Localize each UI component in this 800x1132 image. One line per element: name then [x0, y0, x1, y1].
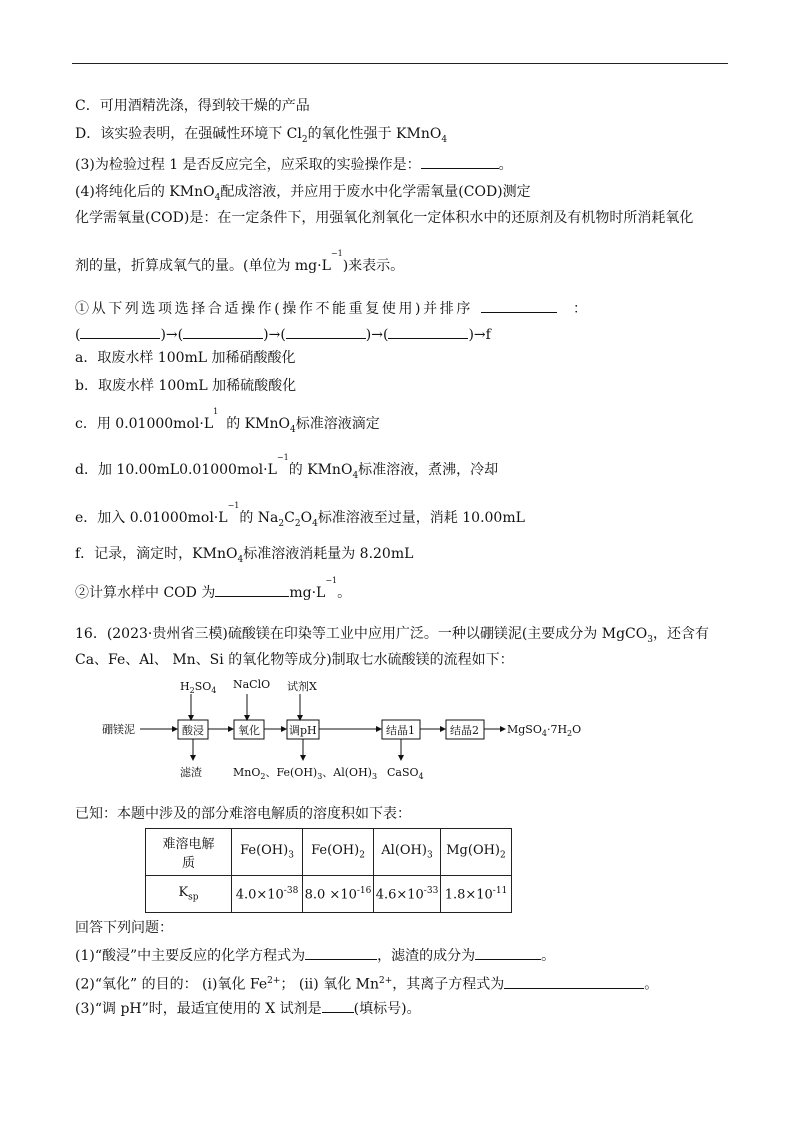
input-material: 硼镁泥 — [102, 723, 135, 736]
option-d: d．加 $10.00mL0.01000mol\cdot L^{-1}$的 KMnO$_4$标准溶液，煮沸，冷却 — [75, 453, 499, 481]
header-rule — [72, 63, 728, 64]
ksp-table — [145, 828, 512, 913]
waste-precipitates: MnO$_2$、$Fe(OH)_3$、$Al(OH)_3$ — [233, 766, 378, 781]
answer-3: (3)“调 pH”时，最适宜使用的 X 试剂是 (填标号)。 — [75, 998, 421, 1019]
answer-blank[interactable] — [421, 154, 499, 169]
answer-blank[interactable] — [80, 324, 160, 339]
step-crystallize-2-label: 结晶2 — [450, 724, 479, 737]
answer-intro: 回答下列问题： — [75, 920, 173, 936]
answer-blank[interactable] — [305, 945, 377, 960]
question-4: (4)将纯化后的 KMnO$_4$配成溶液，并应用于废水中化学需氧量(COD)测定 — [75, 184, 531, 203]
answer-1: (1)“酸浸”中主要反应的化学方程式为 ，滤渣的成分为 。 — [75, 945, 555, 966]
answer-blank[interactable] — [322, 998, 354, 1013]
calc-cod: ②计算水样中 COD 为 $mg\cdot L^{-1}$。 — [75, 576, 352, 601]
table-row-label: $K_{sp}$ — [146, 876, 232, 913]
product-label: $MgSO_4\cdot 7H_2O$ — [507, 723, 582, 738]
answer-blank[interactable] — [215, 582, 289, 597]
table-cell: $4.0\times 10^{-38}$ — [232, 876, 303, 913]
table-header-label: 难溶电解 质 — [146, 829, 232, 876]
table-col-header: $Mg(OH)_2$ — [441, 829, 512, 876]
select-instruction: ①从下列选项选择合适操作(操作不能重复使用)并排序 ： — [75, 298, 590, 319]
reagent-h2so4: $H_2SO_4$ — [180, 680, 217, 695]
known-intro: 已知：本题中涉及的部分难溶电解质的溶度积如下表： — [75, 806, 411, 822]
question-16-line2: Ca、Fe、Al、 Mn、Si 的氧化物等成分)制取七水硫酸镁的流程如下： — [75, 652, 514, 668]
table-cell: $4.6\times 10^{-33}$ — [374, 876, 441, 913]
table-col-header: $Fe(OH)_2$ — [303, 829, 374, 876]
option-c-line: C．可用酒精洗涤，得到较干燥的产品 — [75, 98, 310, 114]
step-oxidize-label: 氧化 — [238, 724, 260, 737]
process-flow-diagram — [100, 676, 600, 786]
answer-blank[interactable] — [286, 324, 366, 339]
answer-blank[interactable] — [481, 298, 557, 313]
waste-caso4: CaSO$_4$ — [387, 766, 424, 781]
option-b: b．取废水样 100mL 加稀硫酸酸化 — [75, 378, 297, 394]
answer-blank[interactable] — [475, 945, 541, 960]
step-adjust-ph-label: 调pH — [289, 724, 317, 737]
answer-2: (2)“氧化” 的目的： (i)氧化 $Fe^{2+}$； (ii) 氧化 $Mn^{2+}$，其离子方程式为 。 — [75, 971, 658, 995]
step-acid-leach-label: 酸浸 — [182, 724, 204, 737]
reagent-naclo: NaClO — [233, 678, 271, 691]
sequence-line: ( )→( )→( )→( )→f — [75, 324, 491, 345]
table-cell: $1.8\times 10^{-11}$ — [441, 876, 512, 913]
question-16: 16．(2023·贵州省三模)硫酸镁在印染等工业中应用广泛。一种以硼镁泥(主要成分为 MgCO$_3$，还含有 — [75, 626, 709, 645]
answer-blank[interactable] — [183, 324, 263, 339]
question-3: (3)为检验过程 1 是否反应完全，应采取的实验操作是： 。 — [75, 154, 513, 175]
answer-blank[interactable] — [388, 324, 468, 339]
option-a: a．取废水样 100mL 加稀硝酸酸化 — [75, 350, 296, 366]
waste-residue: 滤渣 — [180, 766, 202, 779]
step-crystallize-1-label: 结晶1 — [386, 724, 415, 737]
answer-blank[interactable] — [504, 974, 644, 989]
reagent-x: 试剂X — [287, 680, 317, 693]
table-col-header: $Fe(OH)_3$ — [232, 829, 303, 876]
option-e: e．加入 $0.01000mol\cdot L^{-1}$的 $Na_2C_2O_4$标准溶液至过量，消耗 10.00mL — [75, 501, 525, 529]
option-c: c．用 $0.01000mol\cdot L^1$的 KMnO$_4$标准溶液滴定 — [75, 407, 380, 435]
option-f: f．记录，滴定时，KMnO$_4$标准溶液消耗量为 8.20mL — [75, 546, 414, 565]
table-cell: $8.0 \times 10^{-16}$ — [303, 876, 374, 913]
cod-definition: 化学需氧量(COD)是：在一定条件下，用强氧化剂氧化一定体积水中的还原剂及有机物时所消耗氧化 — [75, 210, 694, 226]
option-d-line: D．该实验表明，在强碱性环境下 $Cl_2$的氧化性强于 KMnO$_4$ — [75, 126, 448, 145]
table-col-header: $Al(OH)_3$ — [374, 829, 441, 876]
cod-definition-2: 剂的量，折算成氧气的量。(单位为 $mg\cdot L^{-1}$)来表示。 — [75, 249, 405, 274]
